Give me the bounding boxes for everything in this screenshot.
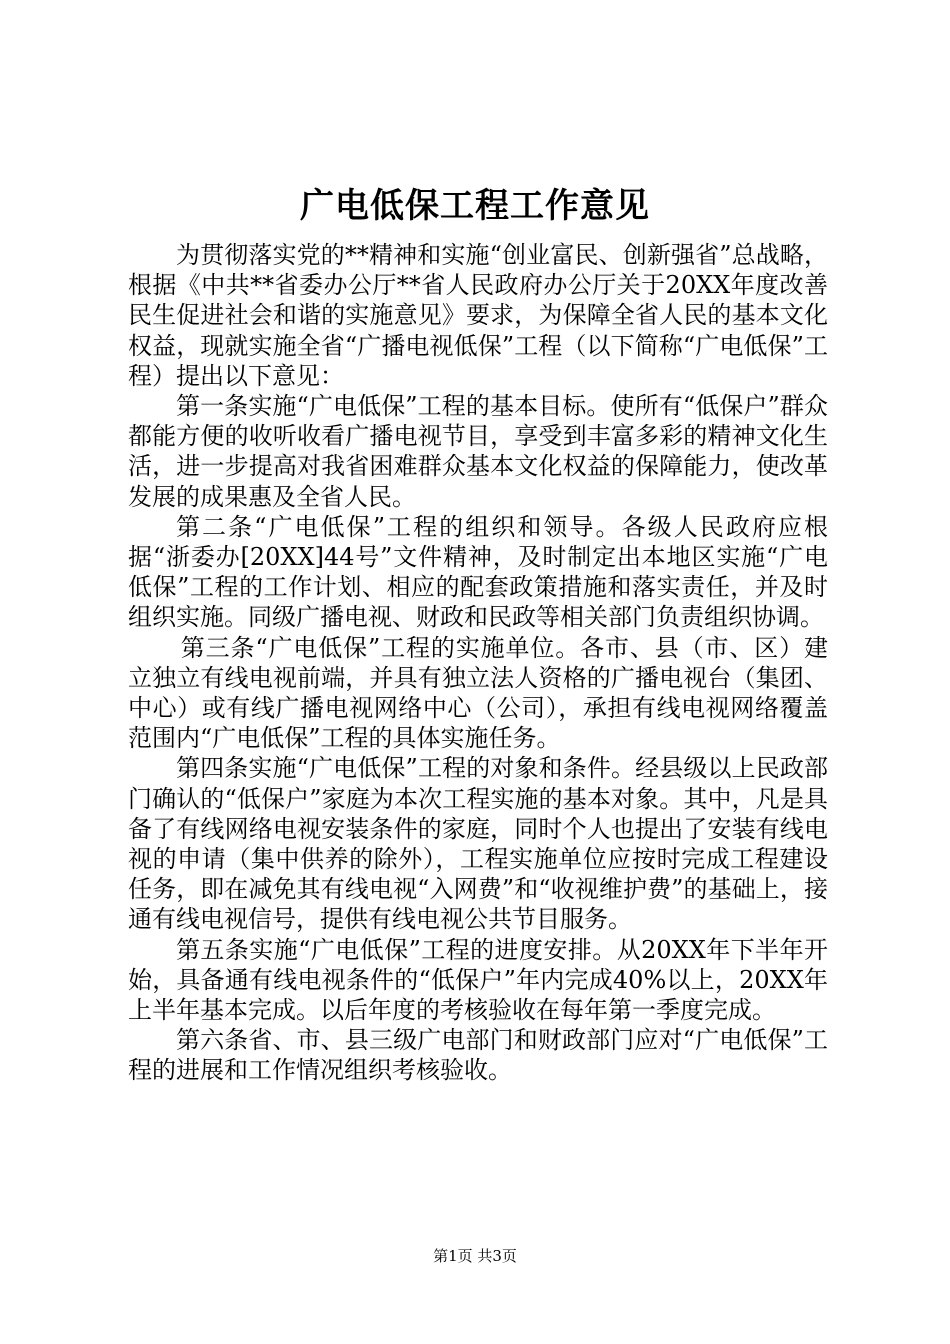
article-6-paragraph: 第六条省、市、县三级广电部门和财政部门应对“广电低保”工程的进展和工作情况组织考核验收。 <box>128 1026 828 1085</box>
article-1-paragraph: 第一条实施“广电低保”工程的基本目标。使所有“低保户”群众都能方便的收听收看广播电视节目，享受到丰富多彩的精神文化生活，进一步提高对我省困难群众基本文化权益的保障能力，使改革发展的成果惠及全省人民。 <box>128 392 828 511</box>
article-5-paragraph: 第五条实施“广电低保”工程的进度安排。从20XX年下半年开始，具备通有线电视条件的“低保户”年内完成40%以上，20XX年上半年基本完成。以后年度的考核验收在每年第一季度完成。 <box>128 935 828 1025</box>
page-number-footer: 第1页 共3页 <box>433 1247 517 1265</box>
article-3-paragraph: 第三条“广电低保”工程的实施单位。各市、县（市、区）建立独立有线电视前端，并具有独立法人资格的广播电视台（集团、中心）或有线广播电视网络中心（公司），承担有线电视网络覆盖范围内“广电低保”工程的具体实施任务。 <box>128 633 828 753</box>
intro-paragraph: 为贯彻落实党的**精神和实施“创业富民、创新强省”总战略，根据《中共**省委办公厅**省人民政府办公厅关于20XX年度改善民生促进社会和谐的实施意见》要求，为保障全省人民的基本文化权益，现就实施全省“广播电视低保”工程（以下简称“广电低保”工程）提出以下意见： <box>128 241 828 390</box>
document-title: 广电低保工程工作意见 <box>300 186 650 226</box>
document-body <box>128 240 828 1086</box>
article-4-paragraph: 第四条实施“广电低保”工程的对象和条件。经县级以上民政部门确认的“低保户”家庭为本次工程实施的基本对象。其中，凡是具备了有线网络电视安装条件的家庭，同时个人也提出了安装有线电视的申请（集中供养的除外），工程实施单位应按时完成工程建设任务，即在减免其有线电视“入网费”和“收视维护费”的基础上，接通有线电视信号，提供有线电视公共节目服务。 <box>128 754 828 934</box>
article-2-paragraph: 第二条“广电低保”工程的组织和领导。各级人民政府应根据“浙委办[20XX]44号”文件精神，及时制定出本地区实施“广电低保”工程的工作计划、相应的配套政策措施和落实责任，并及时组织实施。同级广播电视、财政和民政等相关部门负责组织协调。 <box>128 512 828 632</box>
